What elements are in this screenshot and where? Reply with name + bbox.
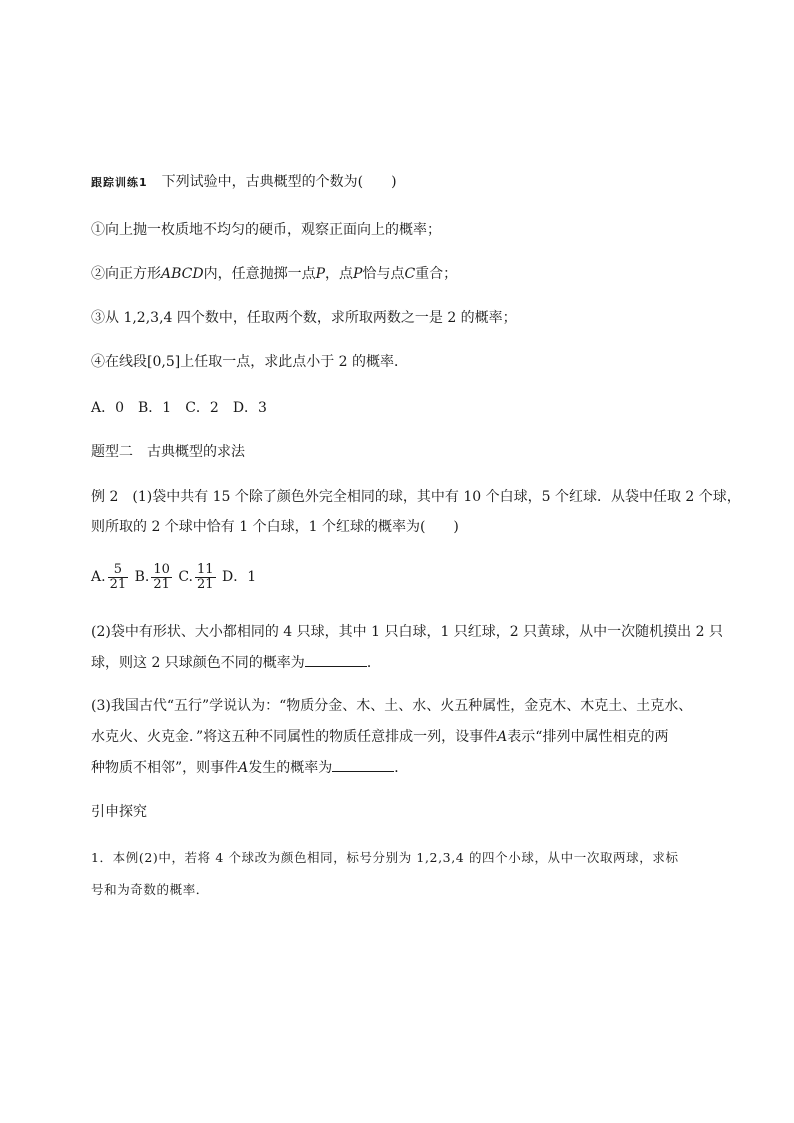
example2-p3-line3 [91,757,408,778]
p3-event-a: A [497,729,508,745]
p3-line3-text-b: 发生的概率为 [248,760,333,776]
item2-point-p: P [315,266,326,282]
section-title: 题型二 古典概型的求法 [91,444,245,460]
item2-square-label: ABCD [161,266,204,282]
example2-p3-line2 [91,727,668,747]
option-b-denominator: 21 [153,576,170,592]
item2-point-c: C [404,266,416,282]
option-b-numerator: 10 [153,561,170,577]
p3-line3-text-a: 种物质不相邻”，则事件 [91,760,239,776]
option-a-numerator: 5 [108,563,129,578]
answer-blank-p2 [305,652,367,667]
option-a-denominator: 21 [109,576,127,592]
option-c-fraction [195,563,216,592]
training-question-line [91,172,397,193]
example2-p2-line2 [91,652,381,673]
training-item-1: ①向上抛一枚质地不均匀的硬币，观察正面向上的概率； [91,222,441,238]
p2-text: 球，则这 2 只球颜色不同的概率为 [91,655,305,671]
training-item-3: ③从 1,2,3,4 四个数中，任取两个数，求所取两数之一是 2 的概率； [91,310,517,326]
option-c-denominator: 21 [196,576,214,592]
extension-q1-line1: 1．本例(2)中，若将 4 个球改为颜色相同，标号分别为 1,2,3,4 的四个小球，从中一次取两球，求标 [91,850,679,865]
example2-p1-line1: 例 2 (1)袋中共有 15 个除了颜色外完全相同的球，其中有 10 个白球，5 个红球．从袋中任取 2 个球， [91,489,741,505]
item2-text-c: ，点 [325,266,354,282]
p3-line2-text-b: 表示“排列中属性相克的两 [507,729,669,745]
item2-point-p-2: P [353,266,363,282]
option-b-label: B. [134,569,150,585]
item2-text-a: ②向正方形 [91,266,161,282]
p3-end: ． [394,760,409,776]
answer-blank-p3 [332,757,394,772]
p2-end: ． [366,655,381,671]
p3-event-a-2: A [238,760,249,776]
example2-options [91,562,256,592]
option-a-label: A. [91,569,106,585]
example2-p3-line1: (3)我国古代“五行”学说认为：“物质分金、木、土、水、火五种属性，金克木、木克土、土克水、 [91,698,693,714]
option-c-label: C. [178,569,193,585]
option-c-numerator: 11 [196,561,214,577]
item2-text-e: 重合； [415,266,458,282]
training-tag: 跟踪训练1 [91,176,148,189]
training-question: 下列试验中，古典概型的个数为( ) [161,174,397,190]
example2-p1-line2: 则所取的 2 个球中恰有 1 个白球，1 个红球的概率为( ) [91,519,459,535]
option-a-fraction [108,563,129,592]
option-b-fraction [151,563,172,592]
extension-title: 引申探究 [91,804,147,820]
training-item-2 [91,264,457,284]
item2-text-b: 内，任意抛掷一点 [203,266,316,282]
example2-p2-line1: (2)袋中有形状、大小都相同的 4 只球，其中 1 只白球，1 只红球，2 只黄球，从中一次随机摸出 2 只 [91,624,723,640]
training-options: A．0 B．1 C．2 D．3 [91,400,267,416]
item2-text-d: 恰与点 [362,266,405,282]
training-item-4: ④在线段[0,5]上任取一点，求此点小于 2 的概率． [91,354,408,370]
extension-q1-line2: 号和为奇数的概率． [91,882,209,897]
p3-line2-text-a: 水克火、火克金．”将这五种不同属性的物质任意排成一列，设事件 [91,729,498,745]
option-d: D．1 [221,569,257,585]
